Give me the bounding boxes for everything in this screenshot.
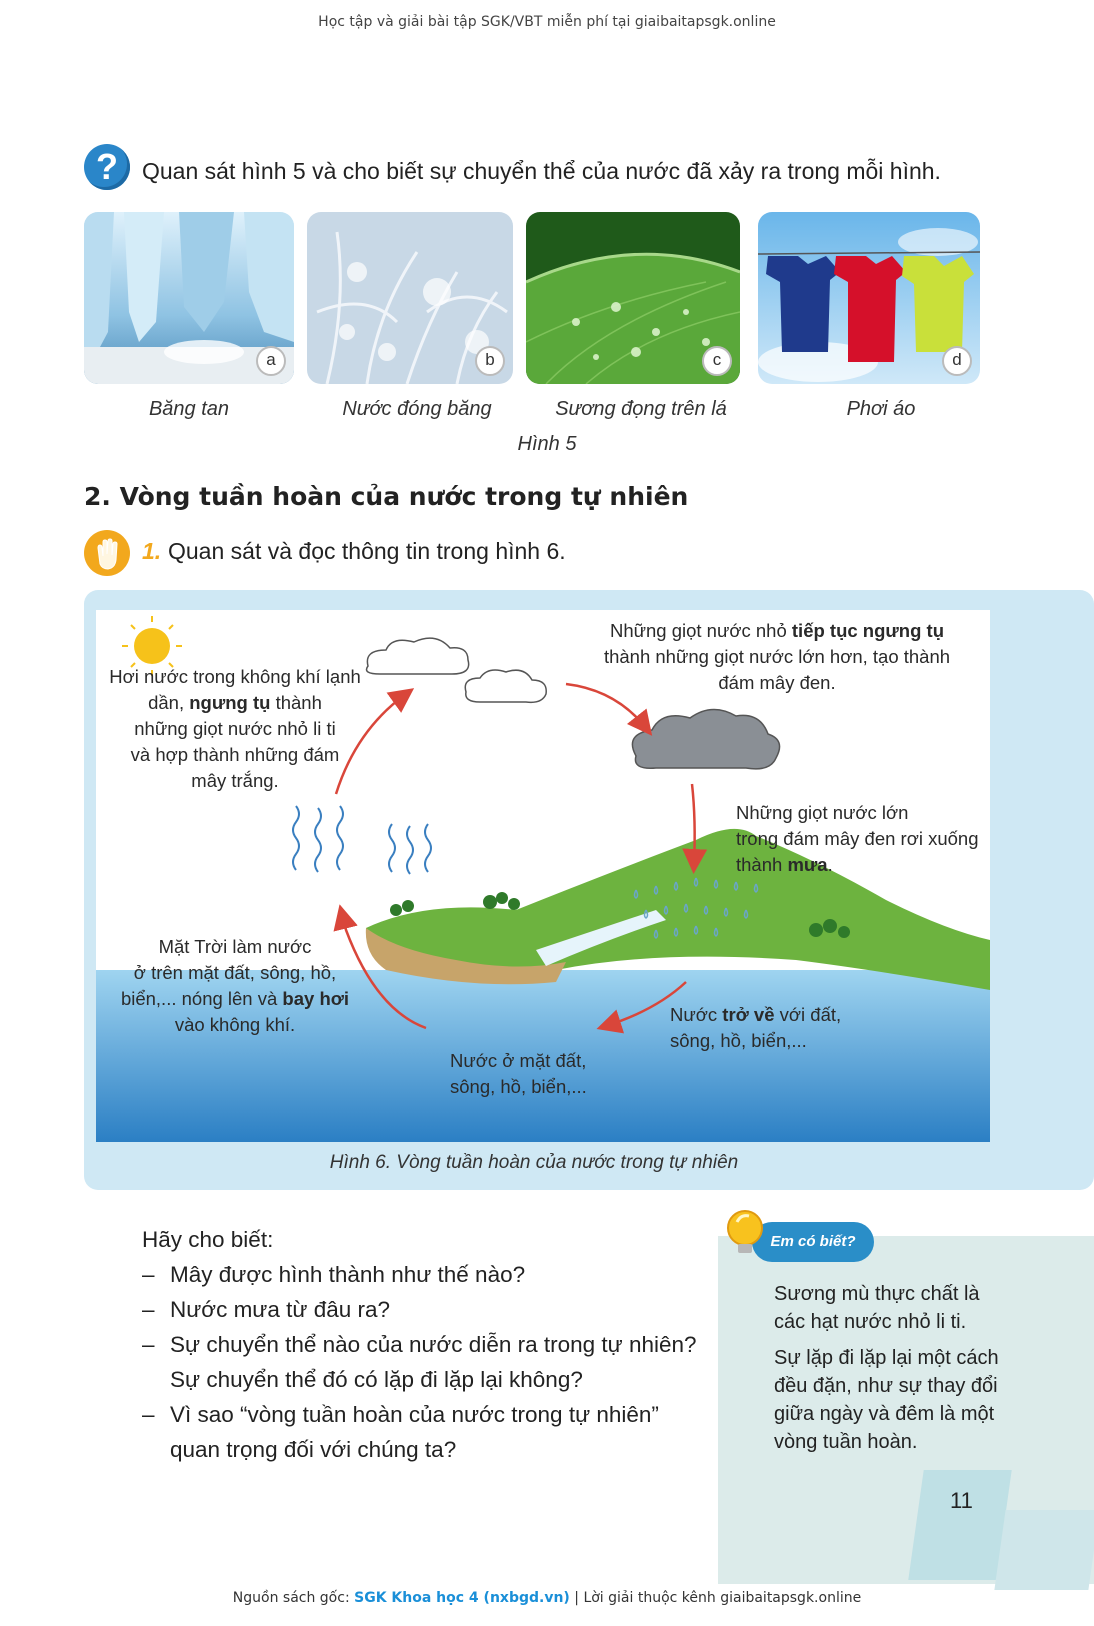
text-rain: Những giọt nước lớn trong đám mây đen rơi xuống thành mưa.	[736, 802, 979, 875]
photo-dew-on-leaf	[526, 212, 740, 384]
page-footer: Nguồn sách gốc: SGK Khoa học 4 (nxbgd.vn) | Lời giải thuộc kênh giaibaitapsgk.online	[232, 1590, 862, 1606]
photo-drying-clothes	[758, 212, 980, 384]
text-condensation: Hơi nước trong không khí lạnh dần, ngưng tụ thành những giọt nước nhỏ li ti và hợp thành những đám mây trắng.	[109, 666, 361, 791]
figure5-title: Hình 5	[517, 433, 577, 455]
list-item-continuation: Sự chuyển thể đó có lặp đi lặp lại không?	[170, 1367, 583, 1392]
photo-frozen-water	[307, 212, 513, 384]
list-item: – Nước mưa từ đâu ra?	[142, 1297, 391, 1322]
question-list	[142, 1222, 697, 1467]
activity-number: 1.	[142, 538, 162, 564]
question-text: Quan sát hình 5 và cho biết sự chuyển thể của nước đã xảy ra trong mỗi hình.	[142, 158, 941, 184]
list-item-continuation: quan trọng đối với chúng ta?	[170, 1437, 457, 1462]
photo-tag-d: d	[942, 346, 972, 376]
question-mark-icon: ?	[84, 144, 130, 190]
page-number: 11	[950, 1488, 973, 1513]
fact-cycle: Sự lặp đi lặp lại một cách đều đặn, như sự thay đổi giữa ngày và đêm là một vòng tuần hoàn.	[774, 1347, 999, 1453]
caption-d: Phơi áo	[846, 398, 916, 420]
page-corner-decoration	[994, 1510, 1094, 1590]
did-you-know-text	[774, 1280, 1014, 1456]
text-surface-water: Nước ở mặt đất, sông, hồ, biển,...	[450, 1050, 587, 1097]
section-title: 2. Vòng tuần hoàn của nước trong tự nhiên	[84, 482, 689, 511]
list-item: – Mây được hình thành như thế nào?	[142, 1262, 526, 1287]
page-header: Học tập và giải bài tập SGK/VBT miễn phí tại giaibaitapsgk.online	[318, 14, 776, 30]
text-cloud-growth: Những giọt nước nhỏ tiếp tục ngưng tụ thành những giọt nước lớn hơn, tạo thành đám mây đen.	[603, 620, 951, 693]
photo-tag-c: c	[702, 346, 732, 376]
did-you-know-badge: Em có biết?	[752, 1222, 874, 1262]
fact-fog: Sương mù thực chất là các hạt nước nhỏ li ti.	[774, 1283, 980, 1333]
source-link[interactable]: SGK Khoa học 4 (nxbgd.vn)	[354, 1590, 570, 1606]
photo-ice-melting	[84, 212, 294, 384]
lightbulb-icon	[723, 1206, 767, 1260]
figure6-caption: Hình 6. Vòng tuần hoàn của nước trong tự nhiên	[329, 1152, 739, 1173]
text-evaporation: Mặt Trời làm nước ở trên mặt đất, sông, hồ, biển,... nóng lên và bay hơi vào không khí.	[120, 936, 350, 1035]
caption-c: Sương đọng trên lá	[555, 398, 727, 420]
photo-tag-b: b	[475, 346, 505, 376]
list-item: – Vì sao “vòng tuần hoàn của nước trong tự nhiên”	[142, 1402, 659, 1427]
caption-a: Băng tan	[148, 398, 230, 420]
text-water-return: Nước trở về với đất, sông, hồ, biển,...	[670, 1004, 842, 1051]
photo-tag-a: a	[256, 346, 286, 376]
caption-b: Nước đóng băng	[342, 398, 492, 420]
questions-intro: Hãy cho biết:	[142, 1227, 274, 1252]
hand-icon	[84, 530, 130, 576]
activity-text: Quan sát và đọc thông tin trong hình 6.	[168, 538, 566, 564]
list-item: – Sự chuyển thể nào của nước diễn ra trong tự nhiên?	[142, 1332, 697, 1357]
page-number-tab	[908, 1470, 1011, 1580]
